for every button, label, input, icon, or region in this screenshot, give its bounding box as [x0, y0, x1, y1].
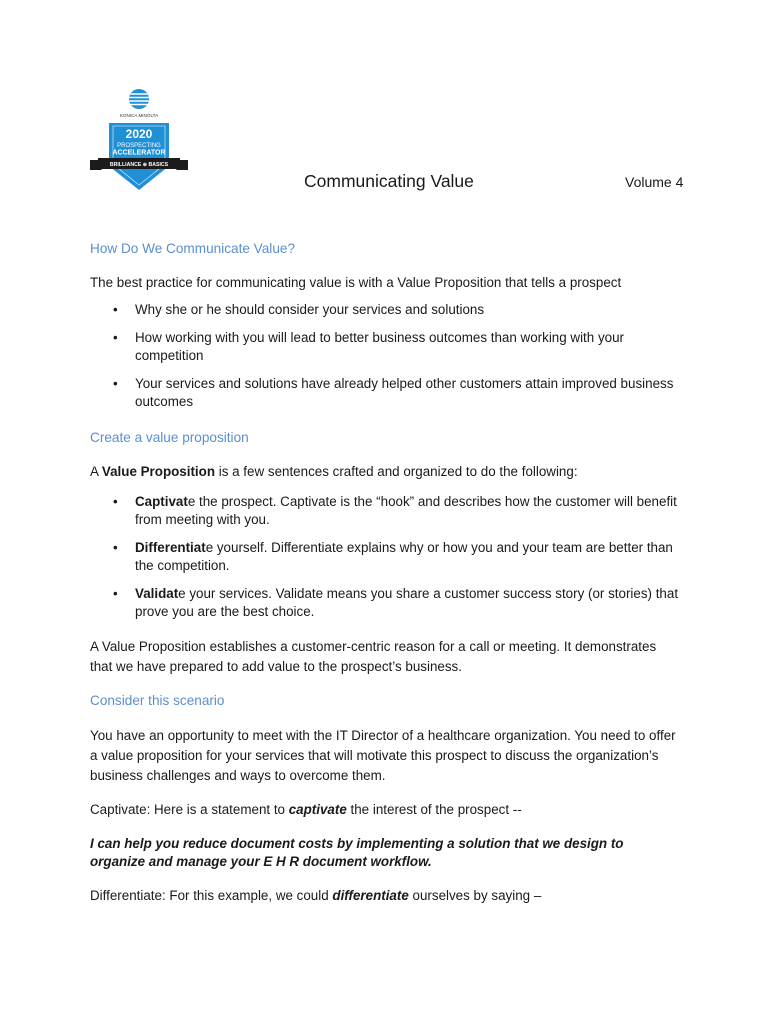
heading-create-value-proposition: Create a value proposition	[90, 430, 249, 445]
scenario-paragraph: You have an opportunity to meet with the IT Director of a healthcare organization. You need to offer a value proposition for your services that will motivate this prospect to discuss the organization’s business challenges and ways to overcome them.	[90, 728, 676, 783]
captivate-statement: I can help you reduce document costs by implementing a solution that we design to organize and manage your E H R document workflow.	[90, 836, 624, 869]
list-item: • Your services and solutions have already helped other customers attain improved business outcomes	[113, 376, 674, 409]
heading-communicate-value: How Do We Communicate Value?	[90, 241, 296, 256]
list-item: • Validate your services. Validate means you share a customer success story (or stories) that prove you are the best choice.	[113, 586, 679, 619]
volume-label: Volume 4	[625, 174, 684, 190]
heading-consider-scenario: Consider this scenario	[90, 693, 225, 708]
bullet-icon: •	[113, 586, 118, 601]
logo-line1: PROSPECTING	[117, 143, 161, 149]
bullet-icon: •	[113, 302, 118, 317]
logo-ribbon: BRILLIANCE ⊕ BASICS	[109, 162, 169, 168]
value-proposition-closing: A Value Proposition establishes a customer-centric reason for a call or meeting. It demonstrates that we have prepared to add value to the prospect’s business.	[90, 639, 657, 674]
accelerator-badge-icon	[86, 86, 192, 194]
document-body	[90, 240, 680, 905]
intro-paragraph: The best practice for communicating value is with a Value Proposition that tells a prospect	[90, 275, 622, 290]
bullet-icon: •	[113, 330, 118, 345]
value-proposition-intro: A Value Proposition is a few sentences crafted and organized to do the following:	[90, 464, 578, 479]
captivate-paragraph: Captivate: Here is a statement to captivate the interest of the prospect --	[90, 802, 522, 817]
list-item: • How working with you will lead to better business outcomes than working with your competition	[113, 330, 624, 363]
list-item: • Differentiate yourself. Differentiate explains why or how you and your team are better than the competition.	[113, 540, 673, 573]
prospecting-accelerator-logo	[86, 86, 192, 194]
value-proposition-bullet-list	[90, 493, 680, 621]
logo-year: 2020	[125, 127, 153, 141]
prospect-bullet-list	[90, 301, 680, 411]
logo-brand: KONICA MINOLTA	[119, 113, 159, 118]
differentiate-paragraph: Differentiate: For this example, we could differentiate ourselves by saying –	[90, 888, 542, 903]
list-item: • Captivate the prospect. Captivate is the “hook” and describes how the customer will benefit from meeting with you.	[113, 494, 677, 527]
bullet-icon: •	[113, 540, 118, 555]
bullet-icon: •	[113, 494, 118, 509]
list-item: • Why she or he should consider your services and solutions	[113, 302, 485, 317]
logo-line2: ACCELERATOR	[112, 149, 166, 157]
page-title: Communicating Value	[304, 171, 474, 191]
bullet-icon: •	[113, 376, 118, 391]
